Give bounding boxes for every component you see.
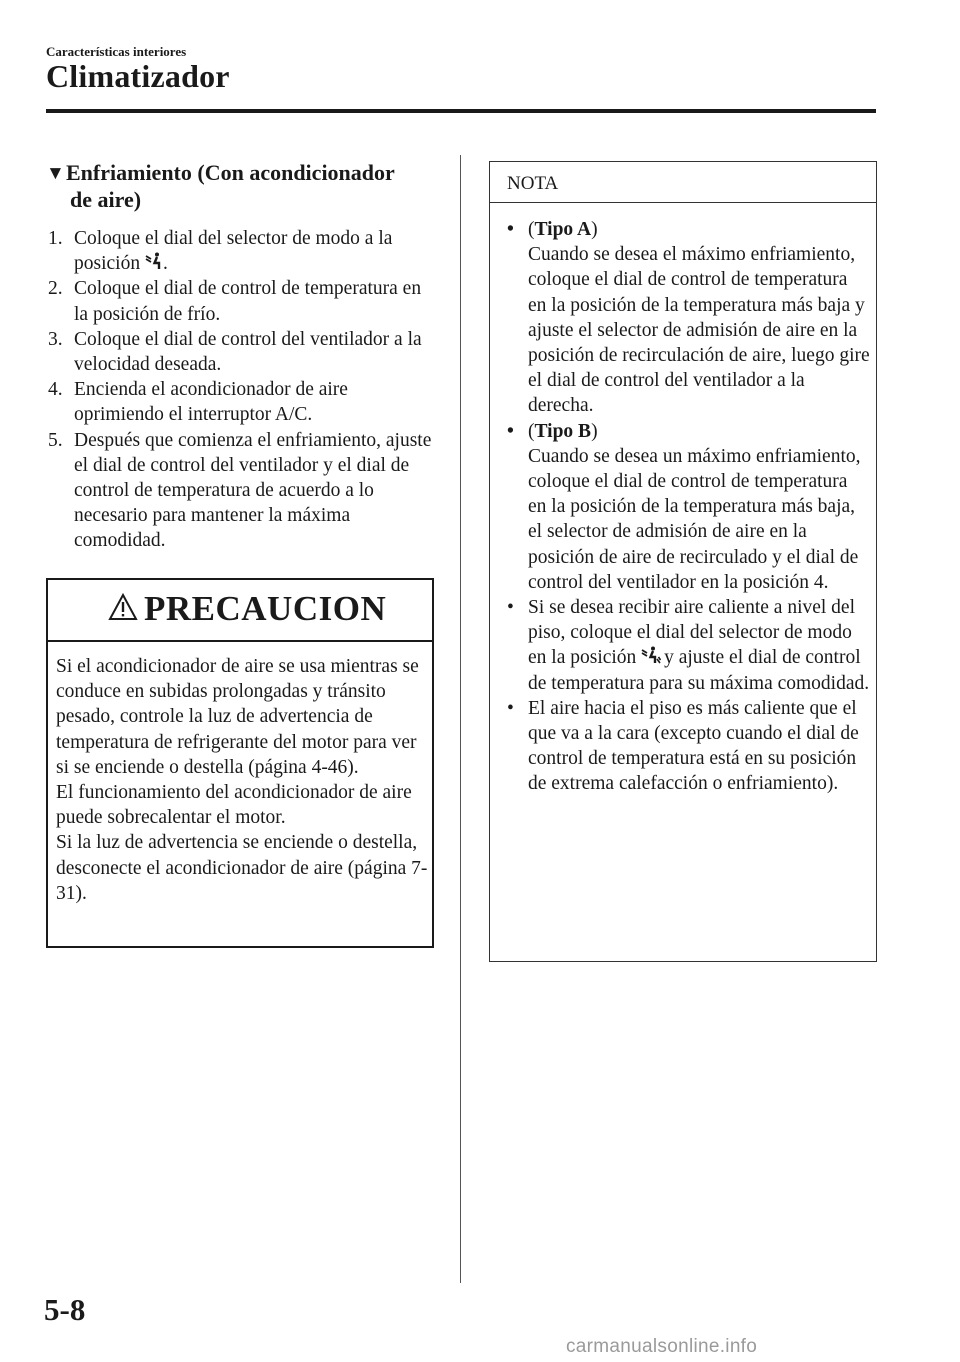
bullet: • <box>507 597 514 619</box>
step-text: Coloque el dial del selector de modo a la posición <box>74 228 393 275</box>
list-item <box>504 696 870 797</box>
note-text-end: y ajuste el dial de control de temperatura para su máxima comodidad. <box>528 647 870 694</box>
title-divider <box>46 109 876 113</box>
note-text: Si se desea recibir aire caliente a nivel del piso, coloque el dial del selector de modo en la posición <box>528 597 856 669</box>
face-vent-mode-icon <box>145 252 163 270</box>
page-number: 5-8 <box>44 1292 86 1327</box>
step-number: 5. <box>48 429 63 451</box>
list-item <box>504 419 870 595</box>
bullet: • <box>507 697 514 719</box>
caution-paragraph: El funcionamiento del acondicionador de aire puede sobrecalentar el motor. <box>56 782 412 829</box>
list-item <box>48 327 440 377</box>
type-label-text: Tipo B <box>534 420 592 442</box>
step-text-end: . <box>162 253 168 275</box>
note-text: Cuando se desea el máximo enfriamiento, coloque el dial de control de temperatura en la posición de la temperatura más baja y ajuste el selector de admisión de aire en la posición de recirculación de aire, luego gire el dial de control del ventilador a la derecha. <box>528 244 870 417</box>
note-type-label: (Tipo A) <box>528 219 598 240</box>
caution-paragraph: Si el acondicionador de aire se usa mientras se conduce en subidas prolongadas y tránsito pesado, controle la luz de advertencia de temperatura de refrigerante del motor para ver si se enciende o destella (página 4-46). <box>56 656 419 778</box>
step-number: 4. <box>48 379 63 401</box>
list-item <box>48 276 440 326</box>
list-item <box>504 595 870 696</box>
note-box <box>489 161 877 962</box>
caution-title: PRECAUCION <box>144 589 387 628</box>
list-item <box>48 377 440 427</box>
caution-box <box>46 578 434 948</box>
step-text: Después que comienza el enfriamiento, ajuste el dial de control del ventilador y el dial de control de temperatura de acuerdo a lo necesario para mantener la máxima comodidad. <box>74 429 432 552</box>
note-header <box>490 162 876 203</box>
step-number: 3. <box>48 328 63 350</box>
section-heading-line1: Enfriamiento (Con acondicionador <box>66 160 395 185</box>
step-number: 2. <box>48 278 63 300</box>
list-item <box>48 428 440 554</box>
type-label-text: Tipo A <box>534 219 592 240</box>
caution-header <box>48 580 432 642</box>
bullet: • <box>507 219 514 240</box>
caution-body <box>56 654 428 906</box>
list-item <box>48 226 440 276</box>
list-item <box>504 217 870 419</box>
section-heading <box>46 160 446 213</box>
section-marker-icon: ▼ <box>46 163 65 184</box>
warning-triangle-icon <box>108 593 138 621</box>
watermark: carmanualsonline.info <box>566 1336 758 1357</box>
note-list <box>504 217 870 797</box>
note-type-label: (Tipo B) <box>528 420 598 442</box>
step-text: Coloque el dial de control de temperatura en la posición de frío. <box>74 278 422 325</box>
bi-level-mode-icon <box>641 646 659 664</box>
note-text: Cuando se desea un máximo enfriamiento, coloque el dial de control de temperatura en la posición de la temperatura más baja, el selector de admisión de aire en la posición de aire de recirculado y el dial de control del ventilador en la posición 4. <box>528 445 861 593</box>
note-text: El aire hacia el piso es más caliente que el que va a la cara (excepto cuando el dial de control de temperatura está en su posición de extrema calefacción o enfriamiento). <box>528 697 859 795</box>
note-title: NOTA <box>507 173 559 194</box>
caution-paragraph: Si la luz de advertencia se enciende o destella, desconecte el acondicionador de aire (página 7-31). <box>56 832 428 904</box>
step-number: 1. <box>48 228 63 249</box>
breadcrumb: Características interiores <box>46 44 187 59</box>
bullet: • <box>507 420 514 442</box>
column-divider <box>460 155 461 1283</box>
step-text: Encienda el acondicionador de aire oprimiendo el interruptor A/C. <box>74 379 348 426</box>
page-title: Climatizador <box>46 58 230 94</box>
section-heading-line2: de aire) <box>70 187 142 212</box>
step-text: Coloque el dial de control del ventilador a la velocidad deseada. <box>74 328 422 376</box>
steps-list <box>48 226 440 554</box>
